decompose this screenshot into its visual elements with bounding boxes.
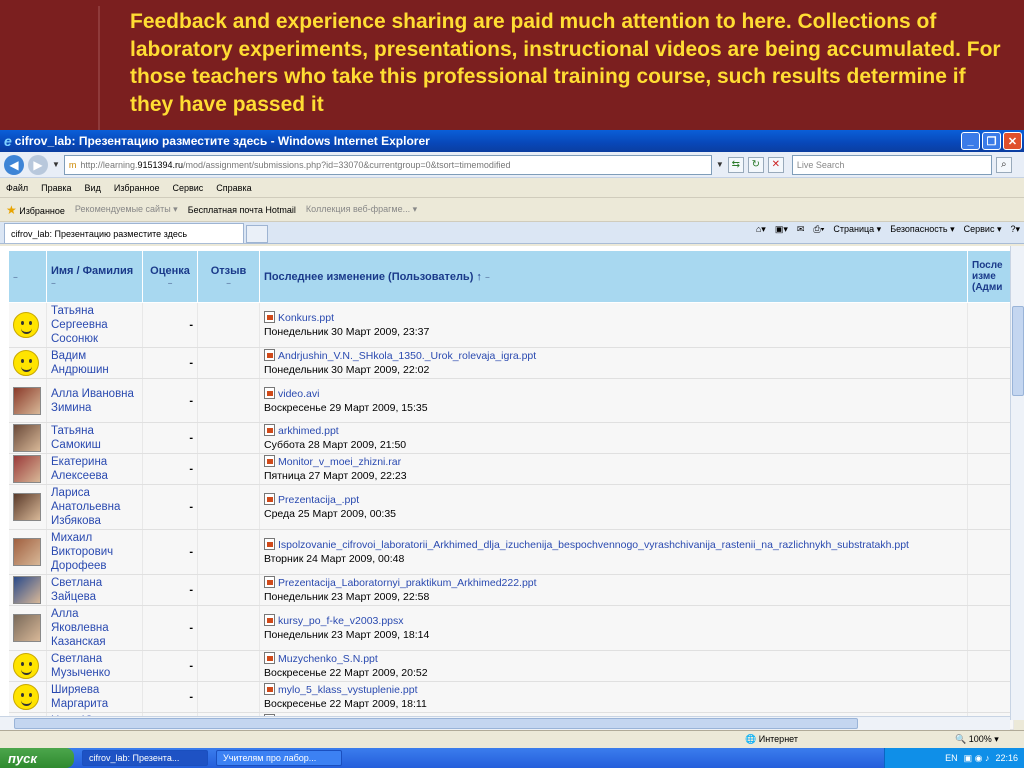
file-icon xyxy=(264,311,275,323)
review-cell xyxy=(198,454,260,485)
menu-edit[interactable]: Правка xyxy=(41,182,72,193)
print-icon[interactable]: ⎙▾ xyxy=(813,224,825,234)
last-modified-cell xyxy=(260,682,968,713)
favorites-button[interactable]: ★ Избранное xyxy=(6,202,65,217)
grade-cell: - xyxy=(143,682,198,713)
review-cell xyxy=(198,348,260,379)
new-tab-button[interactable] xyxy=(246,225,268,243)
review-cell xyxy=(198,423,260,454)
maximize-button[interactable]: ❐ xyxy=(982,132,1001,150)
file-link[interactable]: Prezentacija_Laboratornyi_praktikum_Arkhimed222.ppt xyxy=(278,577,537,589)
last-modified-cell xyxy=(260,348,968,379)
refresh-icon[interactable]: ↻ xyxy=(748,157,764,173)
modified-date: Воскресенье 22 Март 2009, 20:52 xyxy=(264,667,428,679)
user-name-link[interactable]: Михаил Викторович Дорофеев xyxy=(47,530,143,575)
close-button[interactable]: ✕ xyxy=(1003,132,1022,150)
table-row xyxy=(9,575,1014,606)
search-placeholder: Live Search xyxy=(796,159,845,170)
file-link[interactable]: Prezentacija_.ppt xyxy=(278,494,360,506)
slide-header xyxy=(0,0,1024,130)
admin-modified-cell xyxy=(968,303,1014,348)
search-icon[interactable]: ⌕ xyxy=(996,157,1012,173)
avatar-cell xyxy=(9,454,47,485)
file-icon xyxy=(264,455,275,467)
file-icon xyxy=(264,538,275,550)
user-name-link[interactable]: Алла Яковлевна Казанская xyxy=(47,606,143,651)
admin-modified-cell xyxy=(968,485,1014,530)
admin-modified-cell xyxy=(968,348,1014,379)
user-name-link[interactable]: Татьяна Самокиш xyxy=(47,423,143,454)
fav-item-recommended[interactable]: Рекомендуемые сайты ▾ xyxy=(74,204,178,214)
user-photo[interactable] xyxy=(13,493,41,521)
table-row xyxy=(9,303,1014,348)
search-input[interactable] xyxy=(792,155,992,175)
avatar-cell xyxy=(9,379,47,423)
admin-modified-cell xyxy=(968,379,1014,423)
last-modified-cell xyxy=(260,485,968,530)
grade-cell: - xyxy=(143,454,198,485)
file-icon xyxy=(264,652,275,664)
grade-cell: - xyxy=(143,530,198,575)
review-cell xyxy=(198,575,260,606)
address-dropdown-icon[interactable]: ▼ xyxy=(715,160,724,169)
user-name-link[interactable]: Светлана Зайцева xyxy=(47,575,143,606)
help-icon[interactable]: ?▾ xyxy=(1010,224,1020,234)
smiley-avatar-icon[interactable] xyxy=(13,312,39,338)
menu-file[interactable]: Файл xyxy=(6,182,29,193)
modified-date: Воскресенье 29 Март 2009, 15:35 xyxy=(264,401,428,414)
user-photo[interactable] xyxy=(13,387,41,415)
modified-date: Понедельник 30 Март 2009, 23:37 xyxy=(264,326,430,338)
admin-modified-cell xyxy=(968,530,1014,575)
col-review[interactable]: Отзыв − xyxy=(198,251,260,303)
avatar-cell xyxy=(9,348,47,379)
url-prefix: http://learning. xyxy=(80,159,138,170)
cmd-safety[interactable]: Безопасность ▾ xyxy=(890,224,955,234)
tab-current[interactable]: cifrov_lab: Презентацию разместите здесь xyxy=(4,223,244,243)
tab-row xyxy=(0,222,1024,244)
address-input[interactable] xyxy=(64,155,712,175)
last-modified-cell xyxy=(260,651,968,682)
vertical-scroll-thumb[interactable] xyxy=(1012,306,1024,396)
file-link[interactable]: video.avi xyxy=(278,387,320,400)
zone-indicator: 🌐 Интернет xyxy=(745,734,798,744)
submissions-table xyxy=(8,250,1014,730)
admin-modified-cell xyxy=(968,651,1014,682)
file-link[interactable]: Konkurs.ppt xyxy=(278,312,335,324)
admin-modified-cell xyxy=(968,682,1014,713)
vertical-scrollbar[interactable] xyxy=(1010,246,1024,720)
avatar-cell xyxy=(9,606,47,651)
admin-modified-cell xyxy=(968,575,1014,606)
file-link[interactable]: Monitor_v_moei_zhizni.rar xyxy=(278,456,402,468)
horizontal-scrollbar[interactable] xyxy=(0,716,1010,730)
admin-modified-cell xyxy=(968,423,1014,454)
compat-view-icon[interactable]: ⇆ xyxy=(728,157,744,173)
avatar-cell xyxy=(9,530,47,575)
col-last-modified[interactable]: Последнее изменение (Пользователь) ↑ − xyxy=(260,251,968,303)
file-icon xyxy=(264,349,275,361)
user-name-link[interactable]: Алла Ивановна Зимина xyxy=(47,379,143,423)
file-icon xyxy=(264,493,275,505)
url-path: /mod/assignment/submissions.php?id=33070&currentgroup=0&tsort=timemodified xyxy=(183,159,511,170)
review-cell xyxy=(198,530,260,575)
user-name-link[interactable]: Светлана Музыченко xyxy=(47,651,143,682)
grade-cell: - xyxy=(143,303,198,348)
table-row xyxy=(9,530,1014,575)
col-name[interactable]: Имя / Фамилия − xyxy=(47,251,143,303)
task-word[interactable]: Учителям про лабор... xyxy=(216,750,342,766)
modified-date: Вторник 24 Март 2009, 00:48 xyxy=(264,553,405,565)
grade-cell: - xyxy=(143,485,198,530)
menu-view[interactable]: Вид xyxy=(84,182,101,193)
col-last-modified-admin[interactable]: После изме (Адми xyxy=(968,251,1014,303)
cmd-tools[interactable]: Сервис ▾ xyxy=(963,224,1002,234)
fav-item-webslices[interactable]: Коллекция веб-фрагме... ▾ xyxy=(305,204,418,214)
file-icon xyxy=(264,614,275,626)
address-bar-row xyxy=(0,152,1024,178)
modified-date: Понедельник 30 Март 2009, 22:02 xyxy=(264,364,430,376)
table-row xyxy=(9,682,1014,713)
col-avatar: − xyxy=(9,251,47,303)
minimize-button[interactable]: _ xyxy=(961,132,980,150)
user-name-link[interactable]: Татьяна Сергеевна Сосонюк xyxy=(47,303,143,348)
cmd-page[interactable]: Страница ▾ xyxy=(833,224,882,234)
favorites-bar xyxy=(0,198,1024,222)
table-row xyxy=(9,454,1014,485)
avatar-cell xyxy=(9,575,47,606)
forward-button[interactable]: ▶ xyxy=(28,155,48,175)
feeds-icon[interactable]: ▣▾ xyxy=(774,224,788,234)
table-row xyxy=(9,348,1014,379)
modified-date: Пятница 27 Март 2009, 22:23 xyxy=(264,470,407,482)
admin-modified-cell xyxy=(968,606,1014,651)
table-row xyxy=(9,606,1014,651)
file-link[interactable]: Muzychenko_S.N.ppt xyxy=(278,653,378,665)
start-button[interactable]: пуск xyxy=(0,748,74,768)
table-row xyxy=(9,485,1014,530)
grade-cell: - xyxy=(143,606,198,651)
url-host: 9151394.ru xyxy=(137,159,184,170)
page-content xyxy=(0,246,1024,716)
file-link[interactable]: Andrjushin_V.N._SHkola_1350._Urok_rolevaja_igra.ppt xyxy=(278,350,537,362)
file-link[interactable]: arkhimed.ppt xyxy=(278,425,339,437)
user-name-link[interactable]: Вадим Андрюшин xyxy=(47,348,143,379)
user-name-link[interactable]: Лариса Анатольевна Избякова xyxy=(47,485,143,530)
slide-divider xyxy=(98,6,100,130)
user-photo[interactable] xyxy=(13,455,41,483)
smiley-avatar-icon[interactable] xyxy=(13,684,39,710)
menu-help[interactable]: Справка xyxy=(216,182,252,193)
stop-icon[interactable]: ✕ xyxy=(768,157,784,173)
file-link[interactable]: Ispolzovanie_cifrovoi_laboratorii_Arkhimed_dlja_izuchenija_bespochvennogo_vyrashchivanija_rastenii_na_razlichnykh_substratakh.ppt xyxy=(278,539,909,551)
task-ie[interactable]: cifrov_lab: Презента... xyxy=(82,750,208,766)
user-photo[interactable] xyxy=(13,614,41,642)
ie-logo-icon: e xyxy=(4,133,12,149)
zoom-control[interactable]: 🔍 100% ▾ xyxy=(955,734,999,744)
modified-date: Понедельник 23 Март 2009, 18:14 xyxy=(264,629,430,641)
last-modified-cell xyxy=(260,423,968,454)
modified-date: Понедельник 23 Март 2009, 22:58 xyxy=(264,591,430,603)
ie-window xyxy=(0,130,1024,748)
avatar-cell xyxy=(9,651,47,682)
review-cell xyxy=(198,379,260,423)
review-cell xyxy=(198,682,260,713)
smiley-avatar-icon[interactable] xyxy=(13,653,39,679)
modified-date: Среда 25 Март 2009, 00:35 xyxy=(264,508,397,520)
grade-cell: - xyxy=(143,379,198,423)
last-modified-cell xyxy=(260,575,968,606)
avatar-cell xyxy=(9,485,47,530)
grade-cell: - xyxy=(143,423,198,454)
table-row xyxy=(9,651,1014,682)
back-button[interactable]: ◀ xyxy=(4,155,24,175)
system-tray xyxy=(884,748,1024,768)
file-icon xyxy=(264,576,275,588)
avatar-cell xyxy=(9,303,47,348)
last-modified-cell xyxy=(260,606,968,651)
grade-cell: - xyxy=(143,348,198,379)
horizontal-scroll-thumb[interactable] xyxy=(14,718,858,729)
window-titlebar[interactable] xyxy=(0,130,1024,152)
modified-date: Суббота 28 Март 2009, 21:50 xyxy=(264,439,407,451)
language-indicator[interactable]: EN xyxy=(945,753,958,763)
tray-icons: ▣ ◉ ♪ xyxy=(963,752,990,763)
slide-caption: Feedback and experience sharing are paid much attention to here. Collections of laboratory experiments, presentations, instructional videos are being accumulated. For those teachers who take this professional training course, such results determine if they have passed it xyxy=(130,10,1001,116)
table-row xyxy=(9,423,1014,454)
last-modified-cell xyxy=(260,454,968,485)
table-row xyxy=(9,379,1014,423)
status-bar xyxy=(0,730,1024,748)
file-icon xyxy=(264,387,275,399)
review-cell xyxy=(198,606,260,651)
admin-modified-cell xyxy=(968,454,1014,485)
last-modified-cell xyxy=(260,379,968,423)
col-grade[interactable]: Оценка − xyxy=(143,251,198,303)
user-name-link[interactable]: Ширяева Маргарита xyxy=(47,682,143,713)
clock: 22:16 xyxy=(995,753,1018,763)
grade-cell: - xyxy=(143,651,198,682)
user-photo[interactable] xyxy=(13,538,41,566)
favorites-star-icon: ★ xyxy=(6,202,17,217)
review-cell xyxy=(198,485,260,530)
file-icon xyxy=(264,683,275,695)
user-photo[interactable] xyxy=(13,576,41,604)
menu-favorites[interactable]: Избранное xyxy=(113,182,160,193)
fav-item-hotmail[interactable]: Бесплатная почта Hotmail xyxy=(187,204,296,215)
avatar-cell xyxy=(9,423,47,454)
last-modified-cell xyxy=(260,303,968,348)
home-icon[interactable]: ⌂▾ xyxy=(755,224,766,234)
smiley-avatar-icon[interactable] xyxy=(13,350,39,376)
user-name-link[interactable]: Екатерина Алексеева xyxy=(47,454,143,485)
mail-icon[interactable]: ✉ xyxy=(796,224,805,234)
user-photo[interactable] xyxy=(13,424,41,452)
page-icon: m xyxy=(68,159,77,170)
history-dropdown-icon[interactable]: ▼ xyxy=(52,160,60,169)
review-cell xyxy=(198,303,260,348)
taskbar xyxy=(0,748,1024,768)
file-icon xyxy=(264,424,275,436)
menu-tools[interactable]: Сервис xyxy=(172,182,204,193)
review-cell xyxy=(198,651,260,682)
grade-cell: - xyxy=(143,575,198,606)
file-link[interactable]: kursy_po_f-ke_v2003.ppsx xyxy=(278,615,404,627)
avatar-cell xyxy=(9,682,47,713)
window-title: cifrov_lab: Презентацию разместите здесь - Windows Internet Explorer xyxy=(14,134,430,148)
file-link[interactable]: mylo_5_klass_vystuplenie.ppt xyxy=(278,684,418,696)
modified-date: Воскресенье 22 Март 2009, 18:11 xyxy=(264,698,427,710)
last-modified-cell xyxy=(260,530,968,575)
menu-bar xyxy=(0,178,1024,198)
